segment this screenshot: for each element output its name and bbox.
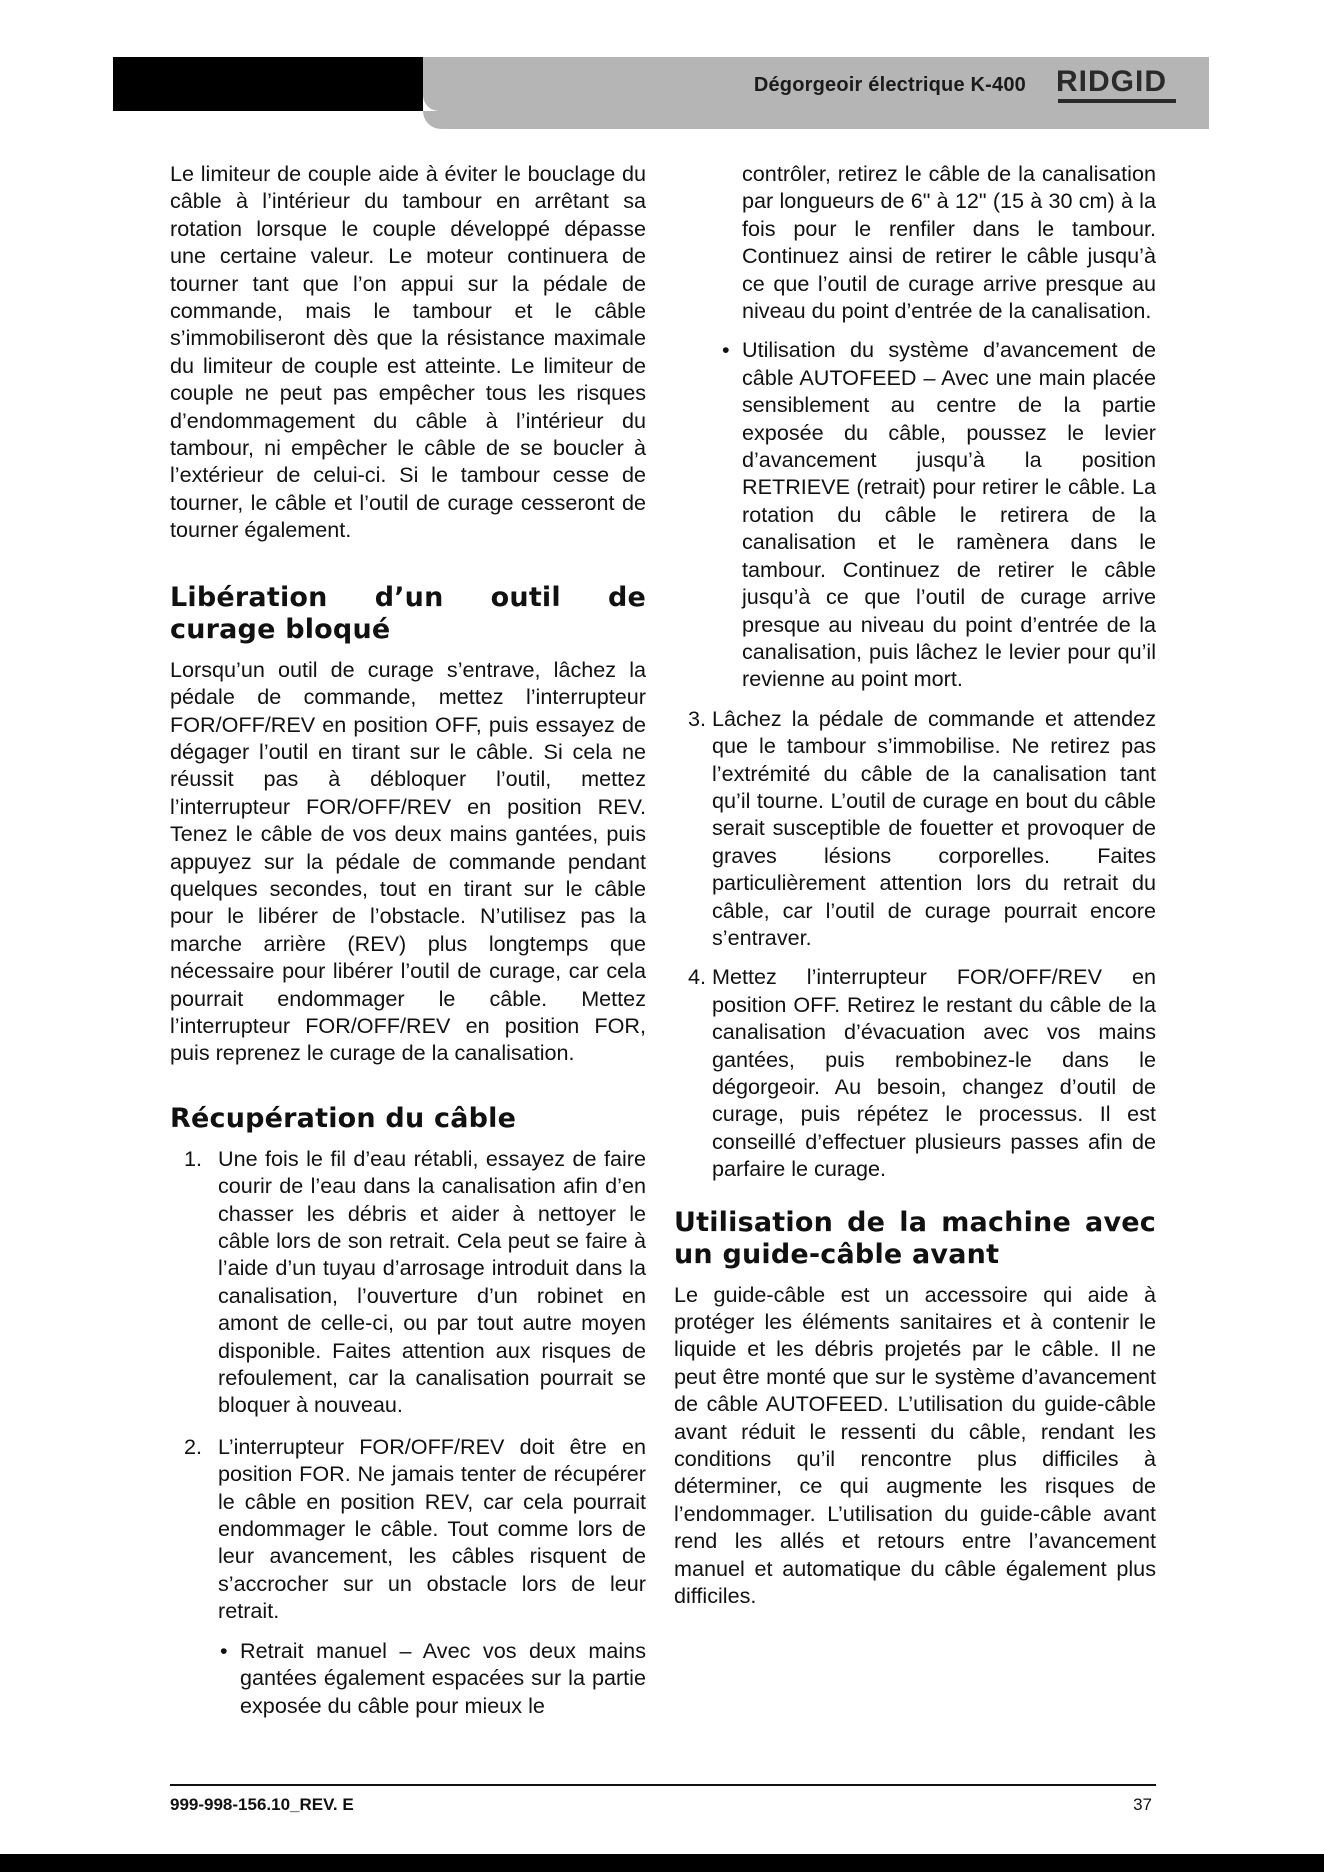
list-number: 2. bbox=[184, 1433, 203, 1459]
list-item-text: Mettez l’interrupteur FOR/OFF/REV en position OFF. Retirez le restant du câble de la canalisation d’évacuation avec vos mains gantées, puis rembobinez-le dans le dégorgeoir. Au besoin, changez d’outil de curage, puis répétez le processus. Il est conseillé d’effectuer plusieurs passes afin de parfaire le curage. bbox=[712, 964, 1156, 1182]
list-item bbox=[170, 1433, 646, 1719]
header-black-band bbox=[113, 57, 423, 111]
logo-underline bbox=[1058, 99, 1176, 103]
logo-text: RIDGID bbox=[1056, 65, 1167, 98]
list-item bbox=[674, 963, 1156, 1182]
list-item-text: Une fois le fil d’eau rétabli, essayez de faire courir de l’eau dans la canalisation afin d’en chasser les débris et aider à nettoyer le câble lors de son retrait. Cela peut se faire à l’aide d’un tuyau d’arrosage introduit dans la canalisation, l’ouverture d’un robinet en amont de celle-ci, ou par tout autre moyen disponible. Faites attention aux risques de refoulement, car la canalisation pourrait se bloquer à nouveau. bbox=[218, 1145, 646, 1418]
list-item bbox=[674, 705, 1156, 952]
heading-stuck-tool: Libération d’un outil de curage bloqué bbox=[170, 581, 646, 645]
bottom-black-bar bbox=[0, 1854, 1324, 1872]
list-number: 1. bbox=[184, 1145, 203, 1171]
torque-limiter-paragraph: Le limiteur de couple aide à éviter le bouclage du câble à l’intérieur du tambour en arrêtant sa rotation lorsque le couple développé dépasse une certaine valeur. Le moteur continuera de tourner tant que l’on appui sur la pédale de commande, mais le tambour et le câble s’immobiliseront dès que la résistance maximale du limiteur de couple est atteinte. Le limiteur de couple ne peut pas empêcher tous les risques d’endommagement du câble à l’intérieur du tambour, ni empêcher le câble de se boucler à l’extérieur de celui-ci. Si le tambour cesse de tourner, le câble et l’outil de curage cesseront de tourner également. bbox=[170, 161, 646, 543]
bullet-item bbox=[218, 1637, 646, 1719]
list-number: 4. bbox=[688, 964, 707, 990]
list-item-text: L’interrupteur FOR/OFF/REV doit être en position FOR. Ne jamais tenter de récupérer le câble en position REV, car cela pourrait endommager le câble. Tout comme lors de leur avancement, les câbles risquent de s’accrocher sur un obstacle lors de leur retrait. bbox=[218, 1433, 646, 1624]
footer-document-code: 999-998-156.10_REV. E bbox=[170, 1795, 354, 1814]
list-item-text: Lâchez la pédale de commande et attendez que le tambour s’immobilise. Ne retirez pas l’extrémité du câble de la canalisation tant qu’il tourne. L’outil de curage en bout du câble serait susceptible de fouetter et provoquer de graves lésions corporelles. Faites particulièrement attention lors du retrait du câble, car l’outil de curage pourrait encore s’entraver. bbox=[712, 705, 1156, 950]
list-item bbox=[170, 1145, 646, 1419]
heading-front-guide: Utilisation de la machine avec un guide-câble avant bbox=[674, 1206, 1156, 1270]
right-column bbox=[674, 160, 1156, 1610]
footer-page-number: 37 bbox=[1133, 1795, 1152, 1814]
ridgid-logo bbox=[1056, 66, 1180, 102]
bullet-text: Utilisation du système d’avancement de câble AUTOFEED – Avec une main placée sensiblement au centre de la partie exposée du câble, poussez le levier d’avancement jusqu’à la position RETRIEVE (retrait) pour retirer le câble. La rotation du câble le retirera de la canalisation et le ramènera dans le tambour. Continuez de retirer le câble jusqu’à ce que l’outil de curage arrive presque au niveau du point d’entrée de la canalisation, puis lâchez le levier pour qu’il revienne au point mort. bbox=[742, 337, 1156, 692]
bullet-mark: • bbox=[220, 1637, 228, 1663]
bullet-item bbox=[674, 336, 1156, 692]
left-column bbox=[170, 160, 646, 1719]
bullet-text: Retrait manuel – Avec vos deux mains gantées également espacées sur la partie exposée du câble pour mieux le bbox=[240, 1637, 646, 1718]
header-title: Dégorgeoir électrique K-400 bbox=[753, 74, 1026, 96]
bullet-mark: • bbox=[722, 337, 730, 363]
footer-rule bbox=[170, 1784, 1156, 1786]
stuck-tool-paragraph: Lorsqu’un outil de curage s’entrave, lâchez la pédale de commande, mettez l’interrupteur FOR/OFF/REV en position OFF, puis essayez de dégager l’outil en tirant sur le câble. Si cela ne réussit pas à débloquer l’outil, mettez l’interrupteur FOR/OFF/REV en position REV. Tenez le câble de vos deux mains gantées, puis appuyez sur la pédale de commande pendant quelques secondes, tout en tirant sur le câble pour le libérer de l’obstacle. N’utilisez pas la marche arrière (REV) plus longtemps que nécessaire pour libérer l’outil de curage, car cela pourrait endommager le câble. Mettez l’interrupteur FOR/OFF/REV en position FOR, puis reprenez le curage de la canalisation. bbox=[170, 656, 646, 1066]
header-grey-tab bbox=[423, 111, 1209, 129]
heading-cable-retrieval: Récupération du câble bbox=[170, 1102, 517, 1134]
list-number: 3. bbox=[688, 705, 707, 731]
front-guide-paragraph: Le guide-câble est un accessoire qui aide à protéger les éléments sanitaires et à contenir le liquide et les débris projetés par le câble. Il ne peut être monté que sur le système d’avancement de câble AUTOFEED. L’utilisation du guide-câble avant réduit le ressenti du câble, rendant les conditions qu’il rencontre plus difficiles à déterminer, ce qui augmente les risques de l’endommager. L’utilisation du guide-câble avant rend les allés et retours entre l’avancement manuel et automatique du câble également plus difficiles. bbox=[674, 1281, 1156, 1609]
bullet-continuation: contrôler, retirez le câble de la canalisation par longueurs de 6" à 12" (15 à 30 cm) à la fois pour le renfiler dans le tambour. Continuez ainsi de retirer le câble jusqu’à ce que l’outil de curage arrive presque au niveau du point d’entrée de la canalisation. bbox=[742, 161, 1156, 324]
